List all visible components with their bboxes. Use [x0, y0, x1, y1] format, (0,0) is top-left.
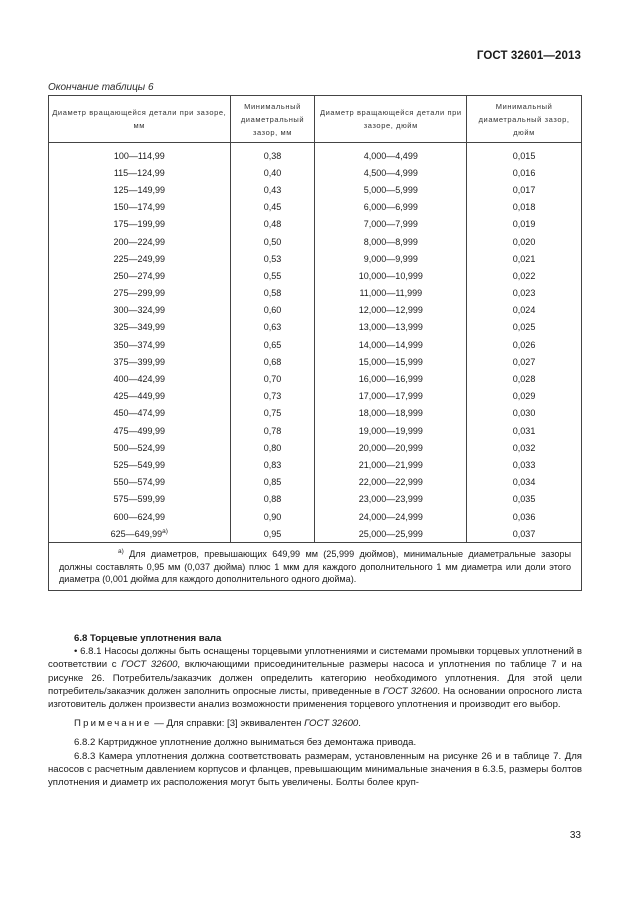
p681-part-b: , включающими присоединительные размеры насоса и уплотнения по таблице 7 и на рисунке 26. Потребитель/заказчик должен определить категорию необходимого уплотнения. Для этой цели потребитель/заказчик должен заполнить опросные листы, приведенные в	[48, 659, 583, 697]
table-row	[49, 319, 582, 336]
table-cell: 5,000—5,999	[315, 181, 467, 198]
table-body	[49, 143, 582, 543]
table-cell: 125—149,99	[49, 181, 231, 198]
table-cell: 0,037	[467, 525, 582, 543]
table-cell: 12,000—12,999	[315, 302, 467, 319]
clearance-table	[48, 95, 582, 591]
paragraph-6-8-1	[48, 645, 582, 711]
table-cell: 19,000—19,999	[315, 422, 467, 439]
table-row	[49, 422, 582, 439]
table-row	[49, 508, 582, 525]
table-cell: 525—549,99	[49, 456, 231, 473]
table-cell: 425—449,99	[49, 388, 231, 405]
table-caption: Окончание таблицы 6	[48, 82, 154, 93]
table-cell: 13,000—13,999	[315, 319, 467, 336]
table-cell: 0,027	[467, 353, 582, 370]
table-cell: 0,95	[230, 525, 315, 543]
table-cell: 0,029	[467, 388, 582, 405]
table-cell: 0,016	[467, 164, 582, 181]
table-row	[49, 456, 582, 473]
table-cell: 100—114,99	[49, 147, 231, 164]
table-cell: 7,000—7,999	[315, 216, 467, 233]
table-row	[49, 388, 582, 405]
table-cell: 0,43	[230, 181, 315, 198]
table-cell: 0,65	[230, 336, 315, 353]
col-header-diameter-inch: Диаметр вращающейся детали при зазоре, дюйм	[315, 96, 467, 143]
table-cell: 0,63	[230, 319, 315, 336]
footnote-mark: а)	[118, 548, 124, 556]
document-code: ГОСТ 32601—2013	[476, 50, 581, 62]
table-cell: 225—249,99	[49, 250, 231, 267]
footnote-text: Для диаметров, превышающих 649,99 мм (25,999 дюймов), минимальные диаметральные зазоры должны составлять 0,95 мм (0,037 дюйма) плюс 1 мкм для каждого дополнительного 1 мм диаметра или доли этого диаметра (0,001 дюйма для каждого дополнительного одного дюйма).	[59, 549, 571, 585]
col-header-clearance-mm: Минимальный диаметральный зазор, мм	[230, 96, 315, 143]
table-cell: 0,035	[467, 491, 582, 508]
table-cell: 0,50	[230, 233, 315, 250]
table-footnote	[49, 543, 582, 590]
p681-part-a: • 6.8.1 Насосы должны быть оснащены торцевыми уплотнениями и системами промывки торцевых уплотнений в соответствии с	[48, 646, 582, 671]
table-cell	[49, 525, 231, 543]
table-cell: 16,000—16,999	[315, 370, 467, 387]
table-row	[49, 164, 582, 181]
table-cell: 0,031	[467, 422, 582, 439]
p681-part-c: . На основании опросного листа изготовитель должен произвести анализ возможности применения торцевого уплотнения и производит его выбор.	[48, 685, 582, 711]
table-cell: 0,78	[230, 422, 315, 439]
table-cell: 0,015	[467, 147, 582, 164]
table-row	[49, 491, 582, 508]
note-label: Примечание	[74, 718, 152, 730]
table-cell: 0,70	[230, 370, 315, 387]
table-cell: 575—599,99	[49, 491, 231, 508]
table-cell: 300—324,99	[49, 302, 231, 319]
table-cell: 17,000—17,999	[315, 388, 467, 405]
table-cell: 25,000—25,999	[315, 525, 467, 543]
table-cell: 11,000—11,999	[315, 285, 467, 302]
table-cell: 250—274,99	[49, 267, 231, 284]
table-cell: 0,88	[230, 491, 315, 508]
note-text: — Для справки: [3] эквивалентен	[151, 718, 305, 730]
table-cell: 4,000—4,499	[315, 147, 467, 164]
table-cell: 0,45	[230, 199, 315, 216]
table-cell: 0,023	[467, 285, 582, 302]
table-cell: 0,032	[467, 439, 582, 456]
table-cell: 0,024	[467, 302, 582, 319]
table-cell: 450—474,99	[49, 405, 231, 422]
page-number: 33	[569, 830, 581, 841]
table-cell: 200—224,99	[49, 233, 231, 250]
table-row	[49, 302, 582, 319]
table-cell: 0,60	[230, 302, 315, 319]
table-cell: 0,017	[467, 181, 582, 198]
paragraph-6-8-2: 6.8.2 Картриджное уплотнение должно выниматься без демонтажа привода.	[74, 737, 417, 749]
table-row	[49, 181, 582, 198]
table-row	[49, 199, 582, 216]
table-cell: 150—174,99	[49, 199, 231, 216]
table-cell: 0,68	[230, 353, 315, 370]
table-row	[49, 250, 582, 267]
table-row	[49, 439, 582, 456]
table-cell: 115—124,99	[49, 164, 231, 181]
table-cell: 400—424,99	[49, 370, 231, 387]
table-cell: 0,021	[467, 250, 582, 267]
table-cell: 18,000—18,999	[315, 405, 467, 422]
table-cell: 10,000—10,999	[315, 267, 467, 284]
table-cell: 20,000—20,999	[315, 439, 467, 456]
table-cell: 0,036	[467, 508, 582, 525]
section-heading: 6.8 Торцевые уплотнения вала	[74, 633, 222, 644]
table-cell: 0,026	[467, 336, 582, 353]
table-cell: 8,000—8,999	[315, 233, 467, 250]
table-row	[49, 405, 582, 422]
table-cell: 550—574,99	[49, 474, 231, 491]
cell-value: 625—649,99	[110, 528, 163, 539]
paragraph-6-8-3: 6.8.3 Камера уплотнения должна соответствовать размерам, установленным на рисунке 26 и в таблице 7. Для насосов с расчетным давлением корпусов и фланцев, превышающим минимальные значения в 6.3.5, размеры болтов уплотнения и диаметр их расположения могут быть увеличены. Болты более круп-	[48, 750, 582, 789]
reference-gost-1: ГОСТ 32600	[121, 659, 178, 671]
table-row	[49, 267, 582, 284]
table-cell: 0,033	[467, 456, 582, 473]
table-cell: 23,000—23,999	[315, 491, 467, 508]
table-cell: 21,000—21,999	[315, 456, 467, 473]
table-cell: 0,40	[230, 164, 315, 181]
table-cell: 9,000—9,999	[315, 250, 467, 267]
table-cell: 500—524,99	[49, 439, 231, 456]
table-cell: 0,80	[230, 439, 315, 456]
table-cell: 22,000—22,999	[315, 474, 467, 491]
table-cell: 0,028	[467, 370, 582, 387]
table-cell: 0,034	[467, 474, 582, 491]
table-row	[49, 370, 582, 387]
table-row	[49, 474, 582, 491]
table-cell: 0,018	[467, 199, 582, 216]
col-header-diameter-mm: Диаметр вращающейся детали при зазоре, мм	[49, 96, 231, 143]
table-cell: 0,73	[230, 388, 315, 405]
table-cell: 15,000—15,999	[315, 353, 467, 370]
footnote-ref-mark: а)	[162, 527, 168, 535]
table-cell: 175—199,99	[49, 216, 231, 233]
table-cell: 6,000—6,999	[315, 199, 467, 216]
table-cell: 350—374,99	[49, 336, 231, 353]
table-cell: 0,83	[230, 456, 315, 473]
table-row	[49, 353, 582, 370]
table-cell: 0,85	[230, 474, 315, 491]
table-cell: 600—624,99	[49, 508, 231, 525]
table-cell: 0,58	[230, 285, 315, 302]
table-cell: 275—299,99	[49, 285, 231, 302]
table-row	[49, 336, 582, 353]
table-cell: 4,500—4,999	[315, 164, 467, 181]
table-footnote-row	[49, 543, 582, 590]
note-end: .	[358, 718, 361, 730]
note-reference: ГОСТ 32600	[304, 718, 359, 730]
table-cell: 0,025	[467, 319, 582, 336]
table-cell: 375—399,99	[49, 353, 231, 370]
table-cell: 0,75	[230, 405, 315, 422]
col-header-clearance-inch: Минимальный диаметральный зазор, дюйм	[467, 96, 582, 143]
table-cell: 0,48	[230, 216, 315, 233]
table-cell: 0,38	[230, 147, 315, 164]
table-cell: 0,53	[230, 250, 315, 267]
reference-gost-2: ГОСТ 32600	[382, 685, 438, 697]
table-row	[49, 525, 582, 543]
note-paragraph	[48, 717, 582, 730]
table-cell: 0,020	[467, 233, 582, 250]
table-cell: 0,90	[230, 508, 315, 525]
table-cell: 0,55	[230, 267, 315, 284]
table-row	[49, 233, 582, 250]
table-row	[49, 147, 582, 164]
table-row	[49, 216, 582, 233]
table-cell: 325—349,99	[49, 319, 231, 336]
table-cell: 24,000—24,999	[315, 508, 467, 525]
table-cell: 0,019	[467, 216, 582, 233]
table-cell: 14,000—14,999	[315, 336, 467, 353]
table-cell: 0,030	[467, 405, 582, 422]
table-row	[49, 285, 582, 302]
section-6-8	[48, 632, 582, 789]
table-cell: 0,022	[467, 267, 582, 284]
table-cell: 475—499,99	[49, 422, 231, 439]
table-header-row	[49, 96, 582, 143]
